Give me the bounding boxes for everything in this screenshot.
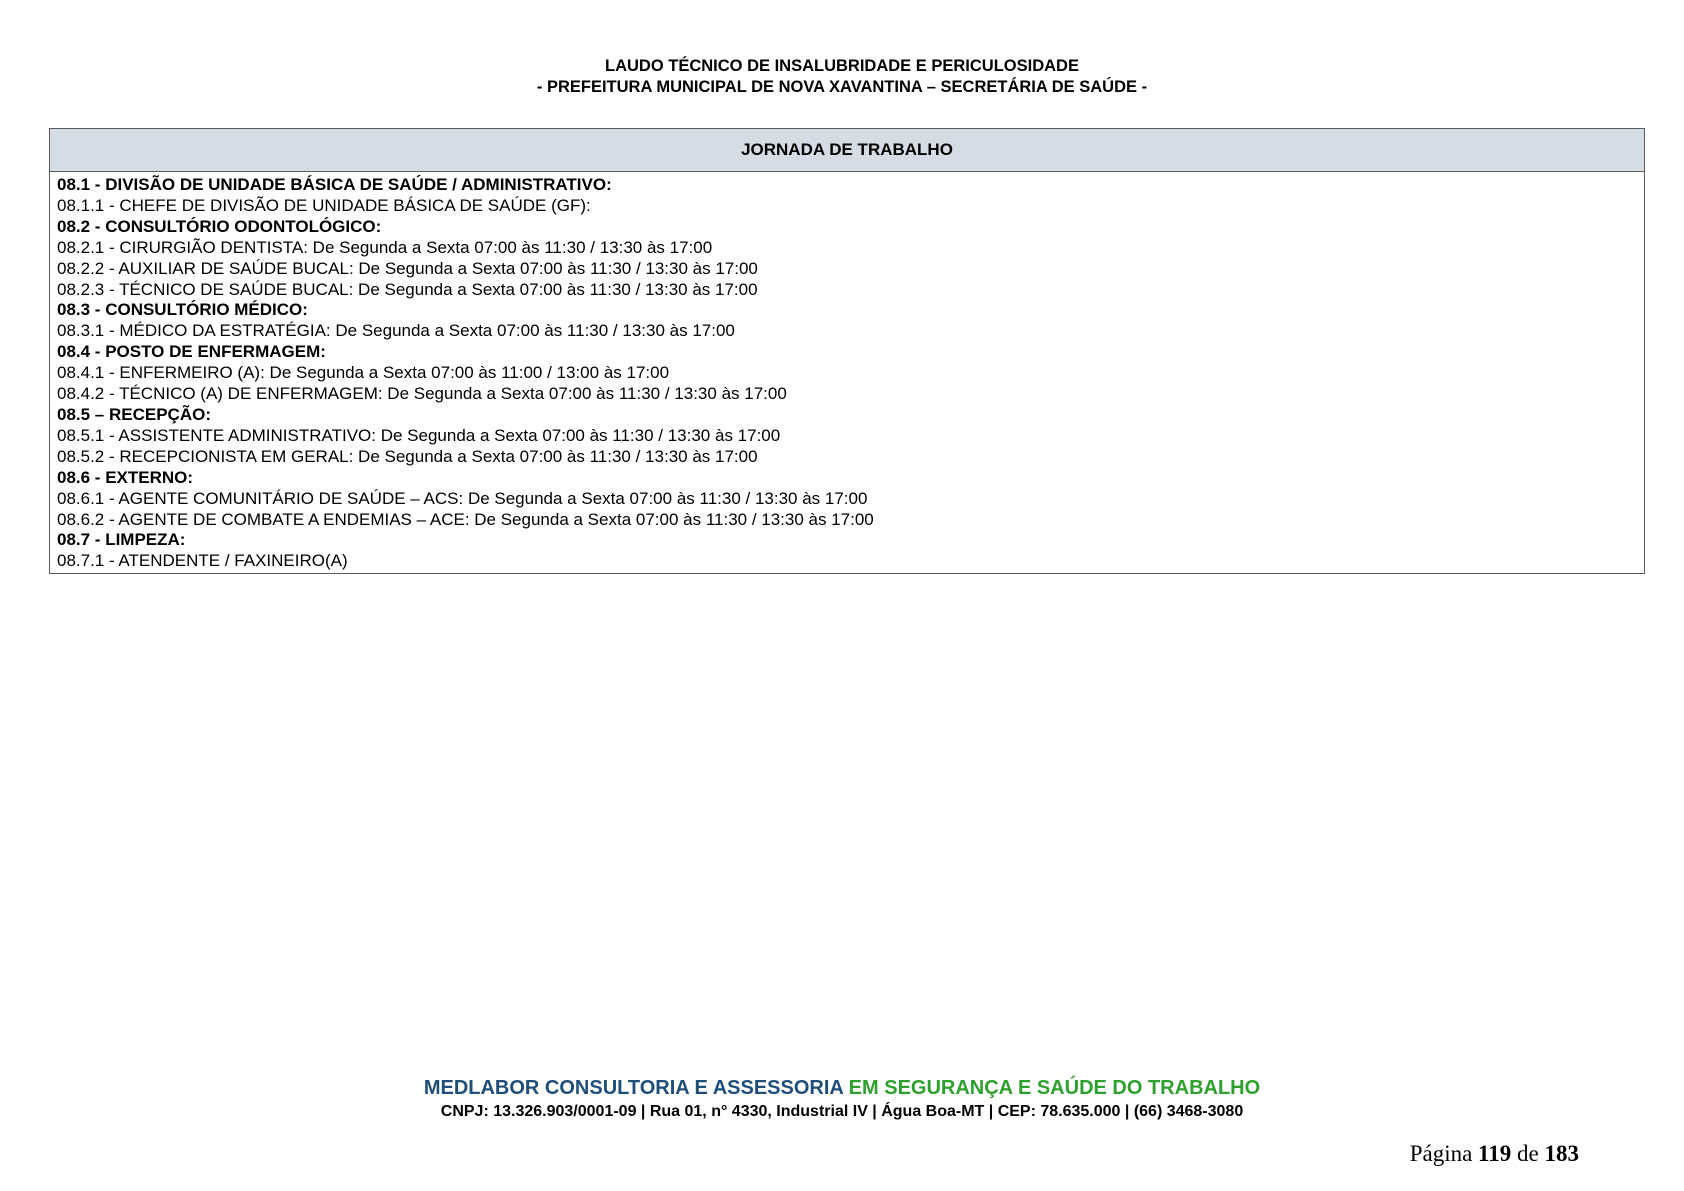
list-item: 08.5.1 - ASSISTENTE ADMINISTRATIVO: De Segunda a Sexta 07:00 às 11:30 / 13:30 às 17:00 <box>57 425 781 445</box>
list-item: 08.1.1 - CHEFE DE DIVISÃO DE UNIDADE BÁSICA DE SAÚDE (GF): <box>57 195 591 215</box>
list-item: 08.6.2 - AGENTE DE COMBATE A ENDEMIAS – ACE: De Segunda a Sexta 07:00 às 11:30 / 13:30 às 17:00 <box>57 509 874 529</box>
page-total: 183 <box>1544 1141 1579 1166</box>
list-item: 08.2.1 - CIRURGIÃO DENTISTA: De Segunda a Sexta 07:00 às 11:30 / 13:30 às 17:00 <box>57 237 713 257</box>
list-item: 08.2.2 - AUXILIAR DE SAÚDE BUCAL: De Segunda a Sexta 07:00 às 11:30 / 13:30 às 17:00 <box>57 258 758 278</box>
list-item: 08.6.1 - AGENTE COMUNITÁRIO DE SAÚDE – ACS: De Segunda a Sexta 07:00 às 11:30 / 13:30 às 17:00 <box>57 488 868 508</box>
work-schedule-table <box>49 128 1645 574</box>
list-item: 08.2.3 - TÉCNICO DE SAÚDE BUCAL: De Segunda a Sexta 07:00 às 11:30 / 13:30 às 17:00 <box>57 279 758 299</box>
document-title: LAUDO TÉCNICO DE INSALUBRIDADE E PERICULOSIDADE <box>605 57 1079 75</box>
company-name <box>0 1076 1684 1100</box>
list-item: 08.3.1 - MÉDICO DA ESTRATÉGIA: De Segunda a Sexta 07:00 às 11:30 / 13:30 às 17:00 <box>57 321 735 341</box>
table-body <box>50 172 1644 573</box>
list-item: 08.7.1 - ATENDENTE / FAXINEIRO(A) <box>57 551 348 571</box>
company-name-part1: MEDLABOR CONSULTORIA E ASSESSORIA <box>423 1077 844 1099</box>
list-item: 08.4.2 - TÉCNICO (A) DE ENFERMAGEM: De Segunda a Sexta 07:00 às 11:30 / 13:30 às 17:00 <box>57 384 787 404</box>
document-subtitle: - PREFEITURA MUNICIPAL DE NOVA XAVANTINA – SECRETÁRIA DE SAÚDE - <box>536 78 1148 96</box>
page-label: Página <box>1409 1141 1473 1166</box>
section-heading: 08.3 - CONSULTÓRIO MÉDICO: <box>57 300 308 320</box>
section-heading: 08.2 - CONSULTÓRIO ODONTOLÓGICO: <box>57 216 382 236</box>
section-heading: 08.1 - DIVISÃO DE UNIDADE BÁSICA DE SAÚDE / ADMINISTRATIVO: <box>57 175 612 194</box>
page-of-label: de <box>1517 1141 1539 1166</box>
page-number <box>1410 1140 1579 1168</box>
company-contact: CNPJ: 13.326.903/0001-09 | Rua 01, n° 4330, Industrial IV | Água Boa-MT | CEP: 78.635.000 | (66) 3468-3080 <box>440 1103 1244 1120</box>
section-heading: 08.7 - LIMPEZA: <box>57 530 186 550</box>
page-current: 119 <box>1478 1141 1512 1166</box>
list-item: 08.4.1 - ENFERMEIRO (A): De Segunda a Sexta 07:00 às 11:00 / 13:00 às 17:00 <box>57 363 670 383</box>
section-heading: 08.4 - POSTO DE ENFERMAGEM: <box>57 342 326 362</box>
section-heading: 08.5 – RECEPÇÃO: <box>57 404 211 424</box>
table-title: JORNADA DE TRABALHO <box>50 129 1644 172</box>
company-name-part2: EM SEGURANÇA E SAÚDE DO TRABALHO <box>848 1077 1261 1099</box>
list-item: 08.5.2 - RECEPCIONISTA EM GERAL: De Segunda a Sexta 07:00 às 11:30 / 13:30 às 17:00 <box>57 446 758 466</box>
section-heading: 08.6 - EXTERNO: <box>57 467 194 487</box>
document-header <box>0 56 1684 98</box>
document-footer <box>0 1076 1684 1123</box>
